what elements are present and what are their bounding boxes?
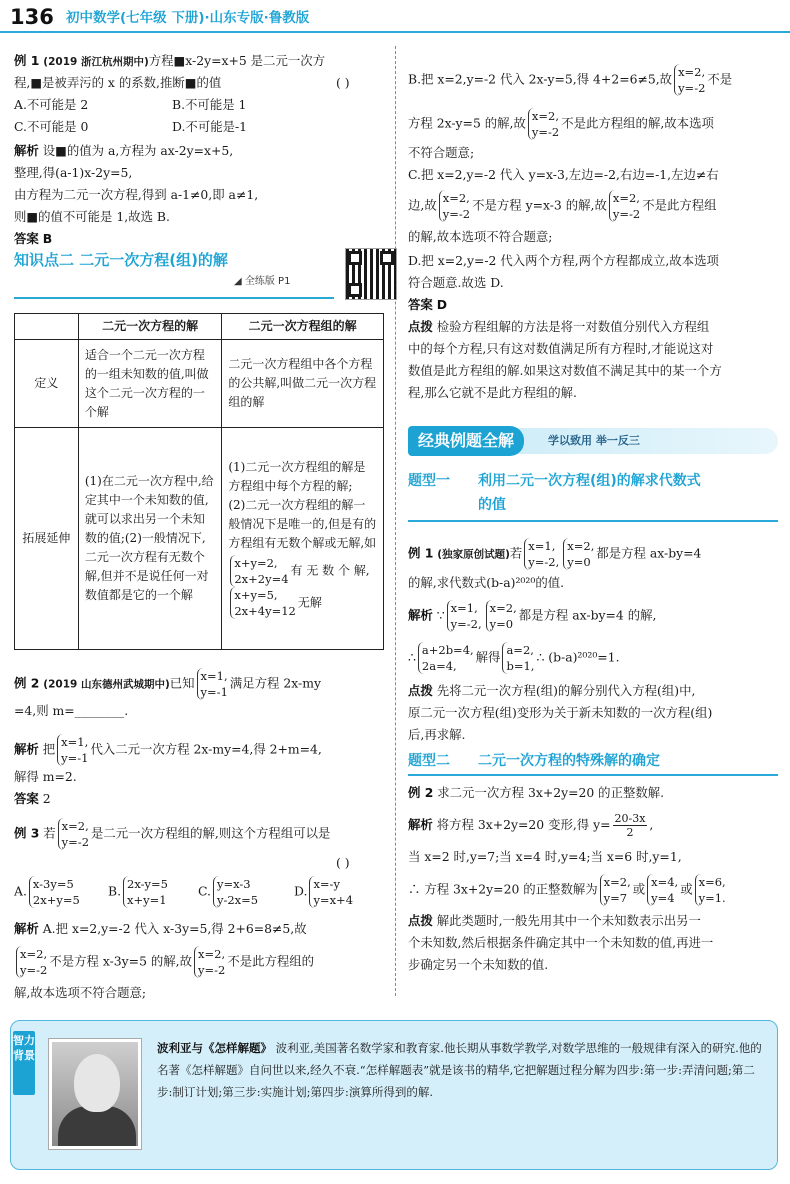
ex1-solution-line4: 则■的值不可能是 1,故选 B. <box>14 209 170 224</box>
table-cell <box>222 428 384 650</box>
r-ex2-question: 例 2 求二元一次方程 3x+2y=20 的正整数解. <box>408 785 665 800</box>
table-header: 二元一次方程的解 <box>78 314 222 340</box>
example-system-b: x+y=5, 2x+4y=12 无解 <box>228 587 377 619</box>
cell-text: (1)二元一次方程组的解是方程组中每个方程的解; <box>228 460 366 493</box>
banner-title: 经典例题全解 <box>408 426 524 456</box>
r-ex1-tip-1: 点拨 先将二元一次方程(组)的解分别代入方程(组)中, <box>408 683 696 698</box>
section-banner <box>408 428 778 454</box>
edition-ref: ◢ 全练版 P1 <box>234 276 291 287</box>
ex3-answer-paren: ( ) <box>336 855 350 870</box>
table-cell: 二元一次方程组中各个方程的公共解,叫做二元一次方程组的解 <box>222 340 384 428</box>
polya-portrait <box>49 1039 141 1149</box>
type1-title-2: 的值 <box>478 497 506 513</box>
header-rule <box>0 31 790 33</box>
option-c-analysis-3: 的解,故本选项不符合题意; <box>408 229 553 244</box>
row-head: 拓展延伸 <box>15 428 79 650</box>
ex1-solution-line2: 整理,得(a-1)x-2y=5, <box>14 165 133 180</box>
heading-rule <box>14 297 334 299</box>
ex1-option-c: C.不可能是 0 <box>14 119 89 134</box>
book-title: 初中数学(七年级 下册)·山东专版·鲁教版 <box>66 10 310 26</box>
ex3-option-a: A. x-3y=5 2x+y=5 <box>14 877 80 907</box>
tip-line1: 点拨 检验方程组解的方法是将一对数值分别代入方程组 <box>408 319 710 334</box>
ex3-answer: 答案 D <box>408 297 448 312</box>
ex1-solution-line3: 由方程为二元一次方程,得到 a-1≠0,即 a≠1, <box>14 187 259 202</box>
r-ex1-solution-1: 解析 ∵ x=1, y=-2, x=2, y=0 都是方程 ax-by=4 的解, <box>408 601 657 631</box>
ex1-option-b: B.不可能是 1 <box>172 97 247 112</box>
ex2-solution-line2: 解得 m=2. <box>14 769 77 784</box>
background-box <box>10 1020 778 1170</box>
option-d-analysis-2: 符合题意.故选 D. <box>408 275 504 290</box>
tip-line4: 程,那么它就不是此方程组的解. <box>408 385 577 400</box>
option-b-analysis-2: 方程 2x-y=5 的解,故 x=2, y=-2 不是此方程组的解,故本选项 <box>408 109 714 139</box>
tip-line3: 数值是此方程组的解.如果这对数值不满足其中的某一个方 <box>408 363 722 378</box>
table-corner <box>15 314 79 340</box>
table-row <box>15 428 384 650</box>
banner-subtitle: 学以致用 举一反三 <box>548 434 640 447</box>
ex1-option-d: D.不可能是-1 <box>172 119 248 134</box>
cell-text: (2)二元一次方程组的解一般情况下是唯一的,但是有的方程组有无数个解或无解,如 <box>228 498 377 550</box>
ex3-option-c: C. y=x-3 y-2x=5 <box>198 877 259 907</box>
ex3-solution-line3: 解,故本选项不符合题意; <box>14 985 147 1000</box>
ex2-answer: 答案 2 <box>14 791 51 806</box>
qr-code-icon[interactable] <box>345 248 397 300</box>
ex2-solution-line1: 解析 把 x=1, y=-1 代入二元一次方程 2x-my=4,得 2+m=4, <box>14 735 322 765</box>
option-c-analysis-2: 边,故 x=2, y=-2 不是方程 y=x-3 的解,故 x=2, y=-2 不是此方程组 <box>408 191 717 221</box>
type2-rule <box>408 774 778 776</box>
knowledge-point-title: 知识点二 二元一次方程(组)的解 <box>14 251 228 269</box>
r-ex1-question: 例 1 (独家原创试题)若 x=1, y=-2, x=2, y=0 都是方程 ax-by=4 <box>408 539 702 569</box>
type1-label: 题型一 <box>408 473 450 489</box>
row-head: 定义 <box>15 340 79 428</box>
ex2-question-line2: =4,则 m=________. <box>14 703 129 718</box>
type2-label: 题型二 <box>408 753 450 769</box>
option-d-analysis: D.把 x=2,y=-2 代入两个方程,两个方程都成立,故本选项 <box>408 253 719 268</box>
type2-title: 二元一次方程的特殊解的确定 <box>478 753 660 769</box>
option-b-analysis-3: 不符合题意; <box>408 145 475 160</box>
r-ex2-tip-2: 个未知数,然后根据条件确定其中一个未知数的值,再进一 <box>408 935 714 950</box>
r-ex1-tip-3: 后,再求解. <box>408 727 466 742</box>
tip-line2: 中的每个方程,只有这对数值满足所有方程时,才能说这对 <box>408 341 714 356</box>
table-cell: 适合一个二元一次方程的一组未知数的值,叫做这个二元一次方程的一个解 <box>78 340 222 428</box>
knowledge-point-heading <box>14 248 386 302</box>
table-row <box>15 340 384 428</box>
r-ex2-solution-2: 当 x=2 时,y=7;当 x=4 时,y=4;当 x=6 时,y=1, <box>408 849 682 864</box>
ex1-solution-line1: 解析 设■的值为 a,方程为 ax-2y=x+5, <box>14 143 234 158</box>
ex2-question-line1: 例 2 (2019 山东德州武城期中)已知 x=1, y=-1 满足方程 2x-my <box>14 669 321 699</box>
type1-rule <box>408 520 778 522</box>
ex1-answer-paren: ( ) <box>336 75 350 90</box>
comparison-table <box>14 313 384 650</box>
r-ex1-solution-2: ∴ a+2b=4, 2a=4, 解得 a=2, b=1, ∴ (b-a)²⁰²⁰=1. <box>408 643 620 673</box>
ex3-solution-line1: 解析 A.把 x=2,y=-2 代入 x-3y=5,得 2+6=8≠5,故 <box>14 921 307 936</box>
r-ex1-tip-2: 原二元一次方程(组)变形为关于新未知数的一次方程(组) <box>408 705 713 720</box>
column-divider <box>395 46 396 996</box>
ex3-option-b: B. 2x-y=5 x+y=1 <box>108 877 168 907</box>
ex3-question: 例 3 若 x=2, y=-2 是二元一次方程组的解,则这个方程组可以是 <box>14 819 331 849</box>
r-ex2-tip-1: 点拨 解此类题时,一般先用其中一个未知数表示出另一 <box>408 913 701 928</box>
table-header-row <box>15 314 384 340</box>
r-ex2-solution-1: 解析 将方程 3x+2y=20 变形,得 y= $\frac{20-3x}{2}$ , <box>408 812 654 839</box>
table-cell: (1)在二元一次方程中,给定其中一个未知数的值,就可以求出另一个未知数的值;(2)一般情况下,二元一次方程有无数个解,但并不是说任何一对数值都是它的一个解 <box>78 428 222 650</box>
r-ex1-question-2: 的解,求代数式(b-a)²⁰²⁰的值. <box>408 575 565 590</box>
background-tag: 智力背景 <box>13 1031 35 1095</box>
example-system-a: x+y=2, 2x+2y=4 有 无 数 个 解, <box>228 555 377 587</box>
ex3-option-d: D. x=-y y=x+4 <box>294 877 354 907</box>
r-ex2-solution-3: ∴ 方程 3x+2y=20 的正整数解为 x=2, y=7 或 x=4, y=4 或 x=6, y=1. <box>408 875 726 905</box>
ex1-option-a: A.不可能是 2 <box>14 97 89 112</box>
r-ex2-tip-3: 步确定另一个未知数的值. <box>408 957 549 972</box>
ex3-solution-line2: x=2, y=-2 不是方程 x-3y=5 的解,故 x=2, y=-2 不是此方程组的 <box>14 946 314 978</box>
page-header <box>0 0 790 32</box>
ex1-question-line1: 例 1 (2019 浙江杭州期中)方程■x-2y=x+5 是二元一次方 <box>14 53 326 68</box>
option-c-analysis: C.把 x=2,y=-2 代入 y=x-3,左边=-2,右边=-1,左边≠右 <box>408 167 719 182</box>
page-number: 136 <box>10 5 54 29</box>
ex1-answer: 答案 B <box>14 231 53 246</box>
option-b-analysis: B.把 x=2,y=-2 代入 2x-y=5,得 4+2=6≠5,故 x=2, y=-2 不是 <box>408 65 733 95</box>
table-header: 二元一次方程组的解 <box>222 314 384 340</box>
ex1-question-line2: 程,■是被弄污的 x 的系数,推断■的值 <box>14 75 222 90</box>
background-text: 波利亚与《怎样解题》 波利亚,美国著名数学家和教育家.他长期从事数学教学,对数学思维的一般规律有深入的研究.他的名著《怎样解题》自问世以来,经久不衰.“怎样解题表”就是该书的精华,它把解题过程分解为四步:第一步:弄清问题;第二步:制订计划;第三步:实施计划;第四步:演算所得到的解. <box>157 1041 762 1099</box>
type1-title: 利用二元一次方程(组)的解求代数式 <box>478 473 701 489</box>
